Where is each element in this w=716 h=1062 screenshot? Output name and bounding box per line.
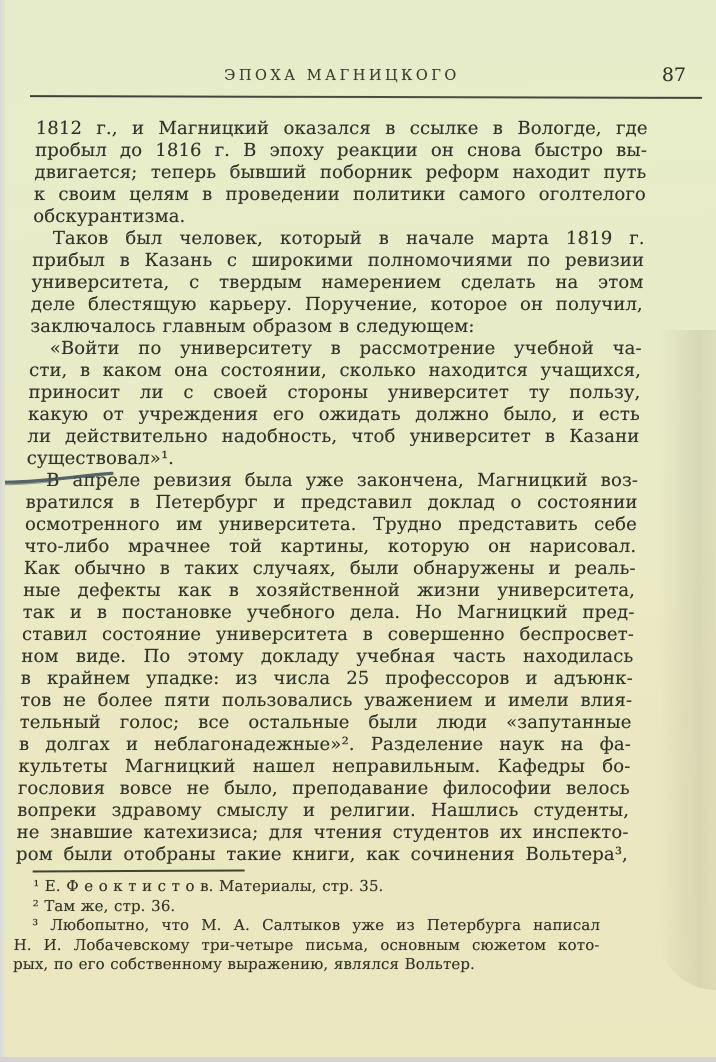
- text-line: сти, в каком она состоянии, сколько находится учащихся,: [28, 360, 642, 381]
- text-line: ³ Любопытно, что М. А. Салтыков уже из Петербурга написал: [31, 916, 601, 934]
- text-line: университета, с твердым намерением сделать на этом: [31, 272, 644, 293]
- text-line: заключалось главным образом в следующем:: [30, 316, 475, 337]
- text-line: тельный голос; все остальные были люди «запутанные: [19, 712, 632, 733]
- text-line: рых, по его собственному выражению, являлся Вольтер.: [12, 955, 476, 973]
- text-line: осмотренного им университета. Трудно представить себе: [24, 514, 638, 535]
- text-line: не знавшие катехизиса; для чтения студентов их инспекто-: [16, 822, 629, 843]
- page-number: 87: [661, 64, 686, 86]
- text-line: вратился в Петербург и представил доклад о состоянии: [25, 492, 638, 513]
- text-line: ные дефекты как в хозяйственной жизни университета,: [22, 580, 636, 601]
- text-line: ставил состояние университета в совершенно беспросвет-: [21, 624, 635, 645]
- text-line: пробыл до 1816 г. В эпоху реакции он снова быстро вы-: [34, 140, 648, 161]
- text-line: ром были отобраны такие книги, как сочинения Вольтера³,: [15, 844, 629, 865]
- text-line: ² Там же, стр. 36.: [32, 896, 176, 915]
- text-line: ном виде. По этому докладу учебная часть находилась: [21, 646, 634, 667]
- text-line: существовал»¹.: [26, 448, 175, 469]
- scan-bottom-edge: [0, 1057, 716, 1062]
- header-rule: [30, 95, 702, 99]
- text-line: деле блестящую карьеру. Поручение, которое он получил,: [30, 294, 644, 315]
- text-line: В апреле ревизия была уже закончена, Магницкий воз-: [45, 470, 639, 491]
- text-line: Таков был человек, который в начале марта 1819 г.: [52, 228, 646, 249]
- text-line: что-либо мрачнее той картины, которую он нарисовал.: [24, 536, 637, 557]
- text-line: какую от учреждения его ожидать должно было, и есть: [27, 404, 641, 425]
- page-header: [36, 68, 648, 92]
- text-line: гословия вовсе не было, преподавание философии велось: [17, 778, 631, 799]
- text-line: ¹ Е. Ф е о к т и с т о в. Материалы, стр. 35.: [32, 877, 384, 895]
- text-line: обскурантизма.: [33, 206, 186, 227]
- text-line: «Войти по университету в рассмотрение учебной ча-: [49, 338, 643, 359]
- footnotes: [13, 877, 602, 975]
- text-line: вопреки здравому смыслу и религии. Нашлись студенты,: [16, 800, 630, 821]
- body-lines: [16, 118, 648, 866]
- body-text: [13, 118, 648, 975]
- text-line: ли действительно надобность, чтоб университет в Казани: [27, 426, 640, 447]
- scan-left-edge: [0, 0, 5, 1062]
- text-line: тов не более пяти пользовались уважением и имели влия-: [19, 690, 633, 711]
- footnote-separator: [33, 869, 245, 872]
- text-line: культеты Магницкий нашел неправильным. Кафедры бо-: [18, 756, 631, 777]
- text-line: к своим целям в проведении политики самого оголтелого: [33, 184, 647, 205]
- text-line: двигается; теперь бывший поборник реформ находит путь: [34, 162, 647, 183]
- page-curl-shadow: [658, 330, 716, 990]
- text-line: Как обычно в таких случаях, были обнаружены и реаль-: [23, 558, 637, 579]
- text-line: так и в постановке учебного дела. Но Магницкий пред-: [22, 602, 635, 623]
- text-line: приносит ли с своей стороны университет ту пользу,: [28, 382, 641, 403]
- running-title: ЭПОХА МАГНИЦКОГО: [224, 68, 460, 84]
- text-line: Н. И. Лобачевскому три-четыре письма, основным сюжетом кото-: [13, 935, 600, 954]
- text-line: в долгах и неблагонадежные»². Разделение наук на фа-: [18, 734, 632, 755]
- text-line: 1812 г., и Магницкий оказался в ссылке в Вологде, где: [35, 118, 648, 139]
- text-line: в крайнем упадке: из числа 25 профессоров и адъюнк-: [20, 668, 634, 689]
- text-line: прибыл в Казань с широкими полномочиями по ревизии: [31, 250, 645, 271]
